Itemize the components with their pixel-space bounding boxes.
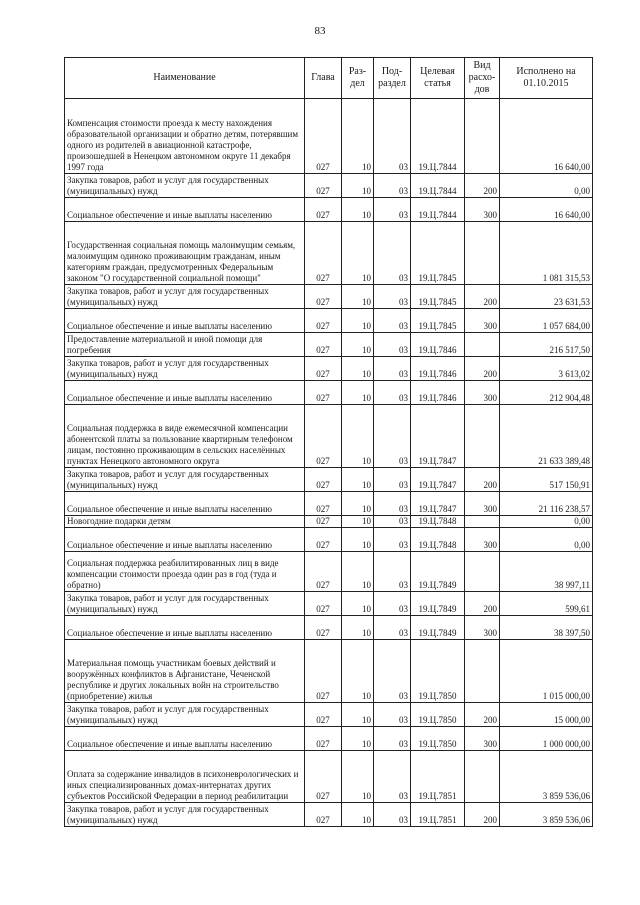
row-name: Закупка товаров, работ и услуг для государственных (муниципальных) нужд xyxy=(65,592,305,616)
row-amount: 21 633 389,48 xyxy=(500,405,593,468)
row-section: 10 xyxy=(342,751,374,803)
row-amount: 21 116 238,57 xyxy=(500,492,593,516)
row-subsection: 03 xyxy=(374,333,411,357)
row-expense-type: 200 xyxy=(465,174,500,198)
row-section: 10 xyxy=(342,333,374,357)
header-name: Наименование xyxy=(65,58,305,99)
table-row xyxy=(65,99,593,174)
row-target: 19.Ц.7849 xyxy=(411,616,465,640)
row-section: 10 xyxy=(342,357,374,381)
row-expense-type: 200 xyxy=(465,468,500,492)
row-section: 10 xyxy=(342,198,374,222)
row-name: Социальное обеспечение и иные выплаты населению xyxy=(65,616,305,640)
row-chapter: 027 xyxy=(305,528,342,552)
row-chapter: 027 xyxy=(305,198,342,222)
row-amount: 212 904,48 xyxy=(500,381,593,405)
row-expense-type xyxy=(465,405,500,468)
row-name: Компенсация стоимости проезда к месту нахождения образовательной организации и обратно детям, потерявшим одного из родителей в авиационной катастрофе, произошедшей в Ненецком автономном округе 11 декабря 1997 года xyxy=(65,99,305,174)
row-expense-type: 200 xyxy=(465,803,500,827)
row-target: 19.Ц.7849 xyxy=(411,552,465,592)
row-chapter: 027 xyxy=(305,492,342,516)
row-target: 19.Ц.7851 xyxy=(411,751,465,803)
row-amount: 1 015 000,00 xyxy=(500,640,593,703)
row-amount: 1 000 000,00 xyxy=(500,727,593,751)
table-row xyxy=(65,333,593,357)
row-subsection: 03 xyxy=(374,640,411,703)
row-subsection: 03 xyxy=(374,198,411,222)
row-chapter: 027 xyxy=(305,309,342,333)
row-subsection: 03 xyxy=(374,751,411,803)
row-section: 10 xyxy=(342,616,374,640)
row-expense-type xyxy=(465,640,500,703)
row-section: 10 xyxy=(342,492,374,516)
row-name: Закупка товаров, работ и услуг для государственных (муниципальных) нужд xyxy=(65,285,305,309)
row-amount: 38 997,11 xyxy=(500,552,593,592)
page-number: 83 xyxy=(314,25,326,37)
row-section: 10 xyxy=(342,592,374,616)
table-row xyxy=(65,516,593,528)
row-expense-type xyxy=(465,751,500,803)
header-section: Раз- дел xyxy=(342,58,374,99)
row-target: 19.Ц.7846 xyxy=(411,333,465,357)
table-row xyxy=(65,468,593,492)
row-expense-type: 200 xyxy=(465,703,500,727)
row-name: Социальное обеспечение и иные выплаты населению xyxy=(65,309,305,333)
row-section: 10 xyxy=(342,528,374,552)
row-section: 10 xyxy=(342,468,374,492)
row-chapter: 027 xyxy=(305,552,342,592)
row-target: 19.Ц.7848 xyxy=(411,516,465,528)
row-subsection: 03 xyxy=(374,516,411,528)
row-amount: 0,00 xyxy=(500,516,593,528)
row-name: Закупка товаров, работ и услуг для государственных (муниципальных) нужд xyxy=(65,803,305,827)
row-chapter: 027 xyxy=(305,803,342,827)
row-name: Новогодние подарки детям xyxy=(65,516,305,528)
table-row xyxy=(65,492,593,516)
row-chapter: 027 xyxy=(305,516,342,528)
row-expense-type: 300 xyxy=(465,381,500,405)
row-section: 10 xyxy=(342,516,374,528)
row-section: 10 xyxy=(342,640,374,703)
row-subsection: 03 xyxy=(374,552,411,592)
row-target: 19.Ц.7844 xyxy=(411,99,465,174)
row-name: Материальная помощь участникам боевых действий и вооружённых конфликтов в Афганистане, Чеченской республике и других локальных войн на строительство (приобретение) жилья xyxy=(65,640,305,703)
table-row xyxy=(65,405,593,468)
header-target: Целевая статья xyxy=(411,58,465,99)
row-chapter: 027 xyxy=(305,333,342,357)
row-section: 10 xyxy=(342,99,374,174)
row-amount: 216 517,50 xyxy=(500,333,593,357)
row-chapter: 027 xyxy=(305,285,342,309)
row-subsection: 03 xyxy=(374,222,411,285)
table-row xyxy=(65,592,593,616)
row-target: 19.Ц.7846 xyxy=(411,357,465,381)
row-subsection: 03 xyxy=(374,285,411,309)
row-subsection: 03 xyxy=(374,174,411,198)
row-subsection: 03 xyxy=(374,405,411,468)
row-name: Закупка товаров, работ и услуг для государственных (муниципальных) нужд xyxy=(65,174,305,198)
row-subsection: 03 xyxy=(374,381,411,405)
row-subsection: 03 xyxy=(374,309,411,333)
table-row xyxy=(65,751,593,803)
table-row xyxy=(65,640,593,703)
row-target: 19.Ц.7846 xyxy=(411,381,465,405)
row-target: 19.Ц.7844 xyxy=(411,174,465,198)
row-chapter: 027 xyxy=(305,727,342,751)
row-amount: 3 859 536,06 xyxy=(500,803,593,827)
row-expense-type: 300 xyxy=(465,198,500,222)
row-expense-type xyxy=(465,552,500,592)
row-name: Предоставление материальной и иной помощи для погребения xyxy=(65,333,305,357)
row-amount: 38 397,50 xyxy=(500,616,593,640)
row-target: 19.Ц.7844 xyxy=(411,198,465,222)
row-target: 19.Ц.7848 xyxy=(411,528,465,552)
row-target: 19.Ц.7851 xyxy=(411,803,465,827)
row-subsection: 03 xyxy=(374,727,411,751)
header-chapter: Глава xyxy=(305,58,342,99)
row-expense-type: 200 xyxy=(465,357,500,381)
row-name: Закупка товаров, работ и услуг для государственных (муниципальных) нужд xyxy=(65,703,305,727)
row-name: Социальное обеспечение и иные выплаты населению xyxy=(65,528,305,552)
row-amount: 16 640,00 xyxy=(500,99,593,174)
row-expense-type: 300 xyxy=(465,492,500,516)
table-row xyxy=(65,357,593,381)
row-name: Социальное обеспечение и иные выплаты населению xyxy=(65,492,305,516)
row-target: 19.Ц.7847 xyxy=(411,492,465,516)
row-chapter: 027 xyxy=(305,703,342,727)
row-chapter: 027 xyxy=(305,405,342,468)
row-chapter: 027 xyxy=(305,592,342,616)
row-subsection: 03 xyxy=(374,357,411,381)
row-section: 10 xyxy=(342,552,374,592)
row-name: Социальное обеспечение и иные выплаты населению xyxy=(65,198,305,222)
row-target: 19.Ц.7845 xyxy=(411,309,465,333)
table-row xyxy=(65,198,593,222)
row-section: 10 xyxy=(342,405,374,468)
table-row xyxy=(65,803,593,827)
row-target: 19.Ц.7850 xyxy=(411,727,465,751)
row-expense-type xyxy=(465,99,500,174)
row-chapter: 027 xyxy=(305,222,342,285)
row-amount: 1 057 684,00 xyxy=(500,309,593,333)
table-row xyxy=(65,285,593,309)
header-executed: Исполнено на 01.10.2015 xyxy=(500,58,593,99)
row-name: Социальное обеспечение и иные выплаты населению xyxy=(65,381,305,405)
row-expense-type: 300 xyxy=(465,528,500,552)
table-body xyxy=(65,99,593,827)
row-target: 19.Ц.7845 xyxy=(411,222,465,285)
row-amount: 1 081 315,53 xyxy=(500,222,593,285)
row-amount: 0,00 xyxy=(500,174,593,198)
row-amount: 3 859 536,06 xyxy=(500,751,593,803)
row-chapter: 027 xyxy=(305,174,342,198)
row-chapter: 027 xyxy=(305,381,342,405)
row-name: Оплата за содержание инвалидов в психоневрологических и иных специализированных домах-интернатах других субъектов Российской Федерации в период реабилитации xyxy=(65,751,305,803)
row-target: 19.Ц.7845 xyxy=(411,285,465,309)
table-row xyxy=(65,528,593,552)
row-subsection: 03 xyxy=(374,703,411,727)
row-section: 10 xyxy=(342,803,374,827)
row-amount: 15 000,00 xyxy=(500,703,593,727)
row-target: 19.Ц.7849 xyxy=(411,592,465,616)
row-amount: 599,61 xyxy=(500,592,593,616)
row-name: Государственная социальная помощь малоимущим семьям, малоимущим одиноко проживающим гражданам, иным категориям граждан, предусмотренных Федеральным законом "О государственной социальной помощи" xyxy=(65,222,305,285)
row-subsection: 03 xyxy=(374,468,411,492)
row-section: 10 xyxy=(342,703,374,727)
row-name: Социальная поддержка реабилитированных лиц в виде компенсации стоимости проезда один раз в год (туда и обратно) xyxy=(65,552,305,592)
row-amount: 23 631,53 xyxy=(500,285,593,309)
row-section: 10 xyxy=(342,285,374,309)
row-target: 19.Ц.7850 xyxy=(411,703,465,727)
row-chapter: 027 xyxy=(305,616,342,640)
row-name: Закупка товаров, работ и услуг для государственных (муниципальных) нужд xyxy=(65,357,305,381)
row-expense-type xyxy=(465,333,500,357)
budget-table xyxy=(64,57,593,827)
row-subsection: 03 xyxy=(374,592,411,616)
row-amount: 0,00 xyxy=(500,528,593,552)
row-expense-type: 200 xyxy=(465,592,500,616)
row-name: Закупка товаров, работ и услуг для государственных (муниципальных) нужд xyxy=(65,468,305,492)
row-chapter: 027 xyxy=(305,99,342,174)
table-row xyxy=(65,174,593,198)
row-name: Социальная поддержка в виде ежемесячной компенсации абонентской платы за пользование квартирным телефоном лицам, постоянно проживающим в сельских населённых пунктах Ненецкого автономного округа xyxy=(65,405,305,468)
row-expense-type xyxy=(465,516,500,528)
row-target: 19.Ц.7847 xyxy=(411,468,465,492)
table-row xyxy=(65,703,593,727)
row-chapter: 027 xyxy=(305,468,342,492)
row-expense-type: 300 xyxy=(465,727,500,751)
row-subsection: 03 xyxy=(374,528,411,552)
row-target: 19.Ц.7850 xyxy=(411,640,465,703)
header-expense-type: Вид расхо- дов xyxy=(465,58,500,99)
table-row xyxy=(65,727,593,751)
row-section: 10 xyxy=(342,381,374,405)
row-expense-type: 300 xyxy=(465,616,500,640)
header-subsection: Под- раздел xyxy=(374,58,411,99)
row-subsection: 03 xyxy=(374,803,411,827)
row-subsection: 03 xyxy=(374,492,411,516)
table-row xyxy=(65,552,593,592)
row-section: 10 xyxy=(342,727,374,751)
table-row xyxy=(65,309,593,333)
row-chapter: 027 xyxy=(305,357,342,381)
row-name: Социальное обеспечение и иные выплаты населению xyxy=(65,727,305,751)
row-amount: 16 640,00 xyxy=(500,198,593,222)
table-row xyxy=(65,381,593,405)
row-target: 19.Ц.7847 xyxy=(411,405,465,468)
row-subsection: 03 xyxy=(374,99,411,174)
row-amount: 517 150,91 xyxy=(500,468,593,492)
row-expense-type xyxy=(465,222,500,285)
row-chapter: 027 xyxy=(305,640,342,703)
row-section: 10 xyxy=(342,222,374,285)
row-expense-type: 300 xyxy=(465,309,500,333)
row-expense-type: 200 xyxy=(465,285,500,309)
row-section: 10 xyxy=(342,309,374,333)
row-chapter: 027 xyxy=(305,751,342,803)
table-row xyxy=(65,616,593,640)
row-section: 10 xyxy=(342,174,374,198)
row-amount: 3 613,02 xyxy=(500,357,593,381)
table-row xyxy=(65,222,593,285)
row-subsection: 03 xyxy=(374,616,411,640)
table-header-row xyxy=(65,58,593,99)
